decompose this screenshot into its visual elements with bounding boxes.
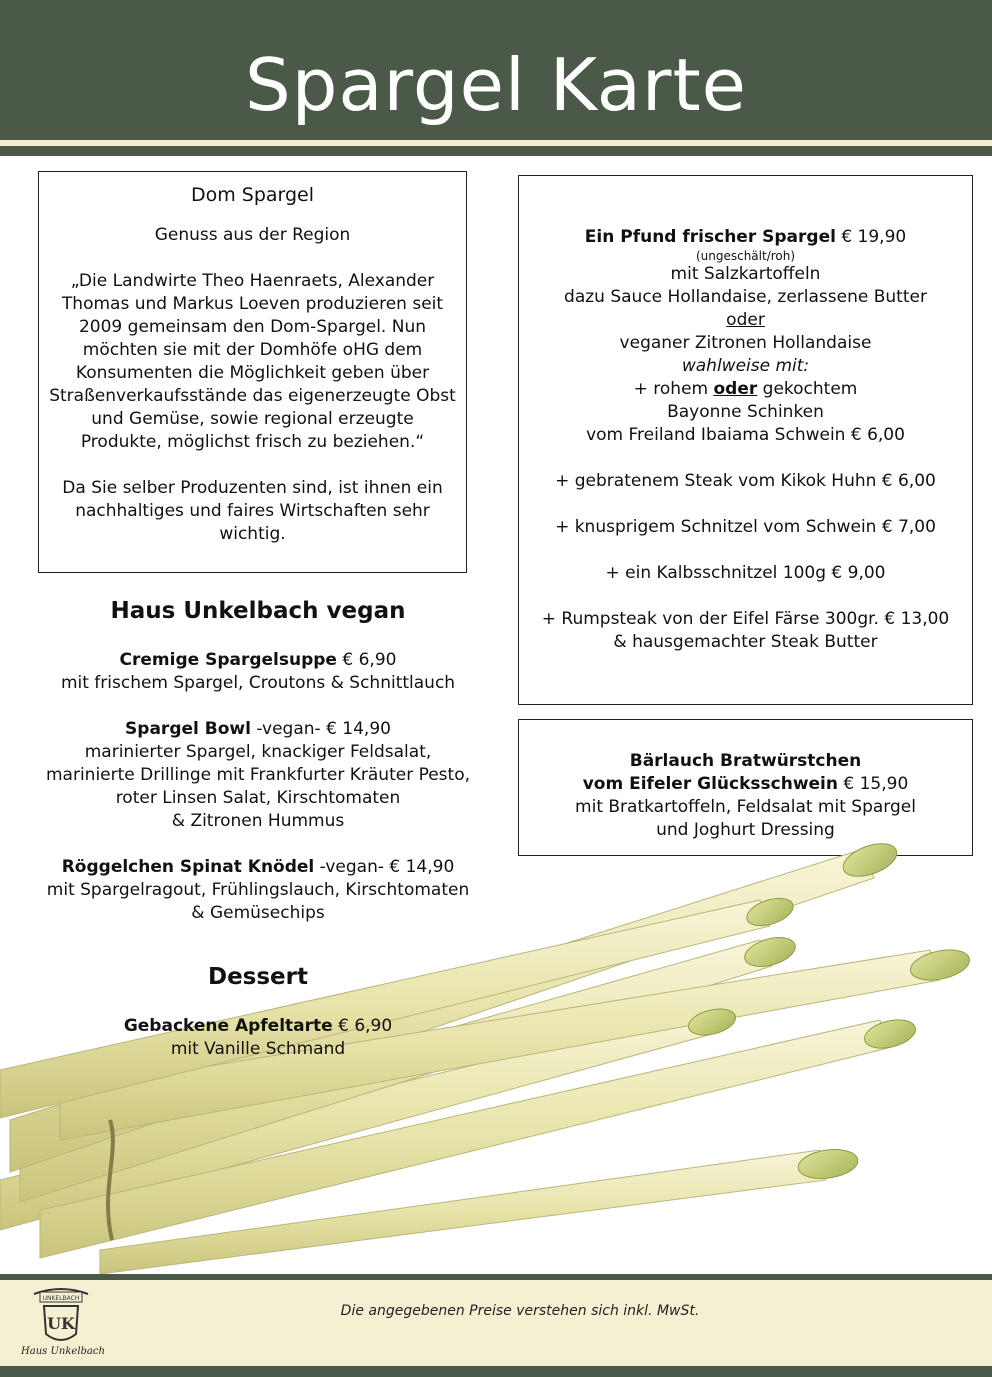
menu-item-price: € 14,90 (326, 719, 391, 739)
page-title: Spargel Karte (245, 43, 747, 127)
dom-closing-line: nachhaltiges und faires Wirtschaften sehr (75, 501, 430, 521)
menu-item-title (20, 1015, 496, 1038)
dom-quote-line: Thomas und Markus Loeven produzieren seit (61, 294, 444, 314)
menu-item-desc: & Zitronen Hummus (171, 811, 345, 831)
pfund-line: dazu Sauce Hollandaise, zerlassene Butter (564, 287, 927, 307)
pfund-addon: & hausgemachter Steak Butter (613, 632, 878, 652)
pfund-addon: + knusprigem Schnitzel vom Schwein € 7,00 (555, 517, 936, 537)
dom-quote-line: und Gemüse, sowie regional erzeugte (91, 409, 414, 429)
menu-item-tag: -vegan- (250, 719, 321, 739)
logo-letters: UK (47, 1314, 75, 1333)
pfund-line: veganer Zitronen Hollandaise (619, 333, 872, 353)
dom-quote (39, 270, 466, 454)
menu-item-desc: roter Linsen Salat, Kirschtomaten (115, 788, 401, 808)
dom-quote-line: Straßenverkaufsstände das eigenerzeugte Obst (49, 386, 456, 406)
dom-spargel-box (38, 171, 467, 573)
dom-quote-line: möchten sie mit der Domhöfe oHG dem (82, 340, 423, 360)
pfund-addon: + ein Kalbsschnitzel 100g € 9,00 (605, 563, 886, 583)
dom-closing-line: Da Sie selber Produzenten sind, ist ihnen ein (62, 478, 443, 498)
menu-item-desc: mit frischem Spargel, Croutons & Schnittlauch (60, 673, 456, 693)
logo-name: Haus Unkelbach (21, 1346, 105, 1357)
wurst-name-2: vom Eifeler Glücksschwein (582, 774, 838, 794)
wurst-line: mit Bratkartoffeln, Feldsalat mit Spargel (575, 797, 916, 817)
menu-item-desc: & Gemüsechips (191, 903, 325, 923)
menu-item-title (20, 718, 496, 741)
menu-item-tag: -vegan- (314, 857, 384, 877)
dom-closing-line: wichtig. (219, 524, 286, 544)
dom-title: Dom Spargel (190, 184, 315, 206)
dom-quote-line: „Die Landwirte Theo Haenraets, Alexander (70, 271, 435, 291)
pfund-line: mit Salzkartoffeln (670, 264, 821, 284)
wurst-price: € 15,90 (843, 774, 909, 794)
menu-item-title (20, 856, 496, 879)
dom-quote-line: 2009 gemeinsam den Dom-Spargel. Nun (78, 317, 427, 337)
pfund-ham-c: gekochtem (757, 379, 858, 399)
wurst-line: und Joghurt Dressing (656, 820, 835, 840)
vegan-section (20, 596, 496, 925)
footer-stripe-dark (0, 1366, 992, 1377)
pfund-note: (ungeschält/roh) (695, 249, 796, 263)
price-note: Die angegebenen Preise verstehen sich inkl. MwSt. (340, 1303, 700, 1319)
menu-item-price: € 6,90 (342, 650, 397, 670)
dessert-name: Gebackene Apfeltarte (123, 1016, 333, 1036)
wurst-title-line (519, 773, 972, 796)
menu-item (20, 856, 496, 925)
menu-item (20, 649, 496, 695)
footer-band (0, 1280, 992, 1366)
pfund-addon: + gebratenem Steak vom Kikok Huhn € 6,00 (555, 471, 936, 491)
pfund-line: vom Freiland Ibaiama Schwein € 6,00 (586, 425, 905, 445)
menu-item (20, 718, 496, 833)
menu-item-desc: marinierte Drillinge mit Frankfurter Kräuter Pesto, (45, 765, 471, 785)
pfund-name: Ein Pfund frischer Spargel (584, 227, 836, 247)
menu-item-title (20, 649, 496, 672)
dessert-section (20, 962, 496, 1061)
menu-item-desc: marinierter Spargel, knackiger Feldsalat, (84, 742, 432, 762)
dom-closing (39, 477, 466, 546)
pfund-spargel-box (518, 175, 973, 705)
dom-subtitle: Genuss aus der Region (154, 225, 351, 245)
menu-item-name: Röggelchen Spinat Knödel (61, 857, 315, 877)
pfund-price: € 19,90 (841, 227, 907, 247)
menu-item-price: € 14,90 (389, 857, 455, 877)
pfund-ham-line (519, 378, 972, 401)
logo-banner-text: UNKELBACH (42, 1295, 80, 1302)
dessert-price: € 6,90 (338, 1016, 393, 1036)
vegan-heading: Haus Unkelbach vegan (110, 598, 406, 624)
pfund-ham-or: oder (713, 379, 758, 399)
dessert-desc: mit Vanille Schmand (170, 1039, 346, 1059)
menu-item-desc: mit Spargelragout, Frühlingslauch, Kirschtomaten (46, 880, 470, 900)
header-stripe-dark (0, 146, 992, 156)
dom-quote-line: Konsumenten die Möglichkeit geben über (75, 363, 430, 383)
menu-item-name: Cremige Spargelsuppe (119, 650, 337, 670)
pfund-title-line (519, 226, 972, 249)
pfund-choice-label: wahlweise mit: (681, 356, 810, 376)
dessert-heading: Dessert (207, 964, 308, 990)
dom-quote-line: Produkte, möglichst frisch zu beziehen.“ (80, 432, 425, 452)
wurst-name-1: Bärlauch Bratwürstchen (629, 751, 862, 771)
pfund-addon: + Rumpsteak von der Eifel Färse 300gr. € 13,00 (541, 609, 950, 629)
menu-item-name: Spargel Bowl (125, 719, 251, 739)
pfund-line: Bayonne Schinken (667, 402, 824, 422)
pfund-ham-a: + rohem (633, 379, 714, 399)
pfund-or: oder (726, 310, 765, 330)
